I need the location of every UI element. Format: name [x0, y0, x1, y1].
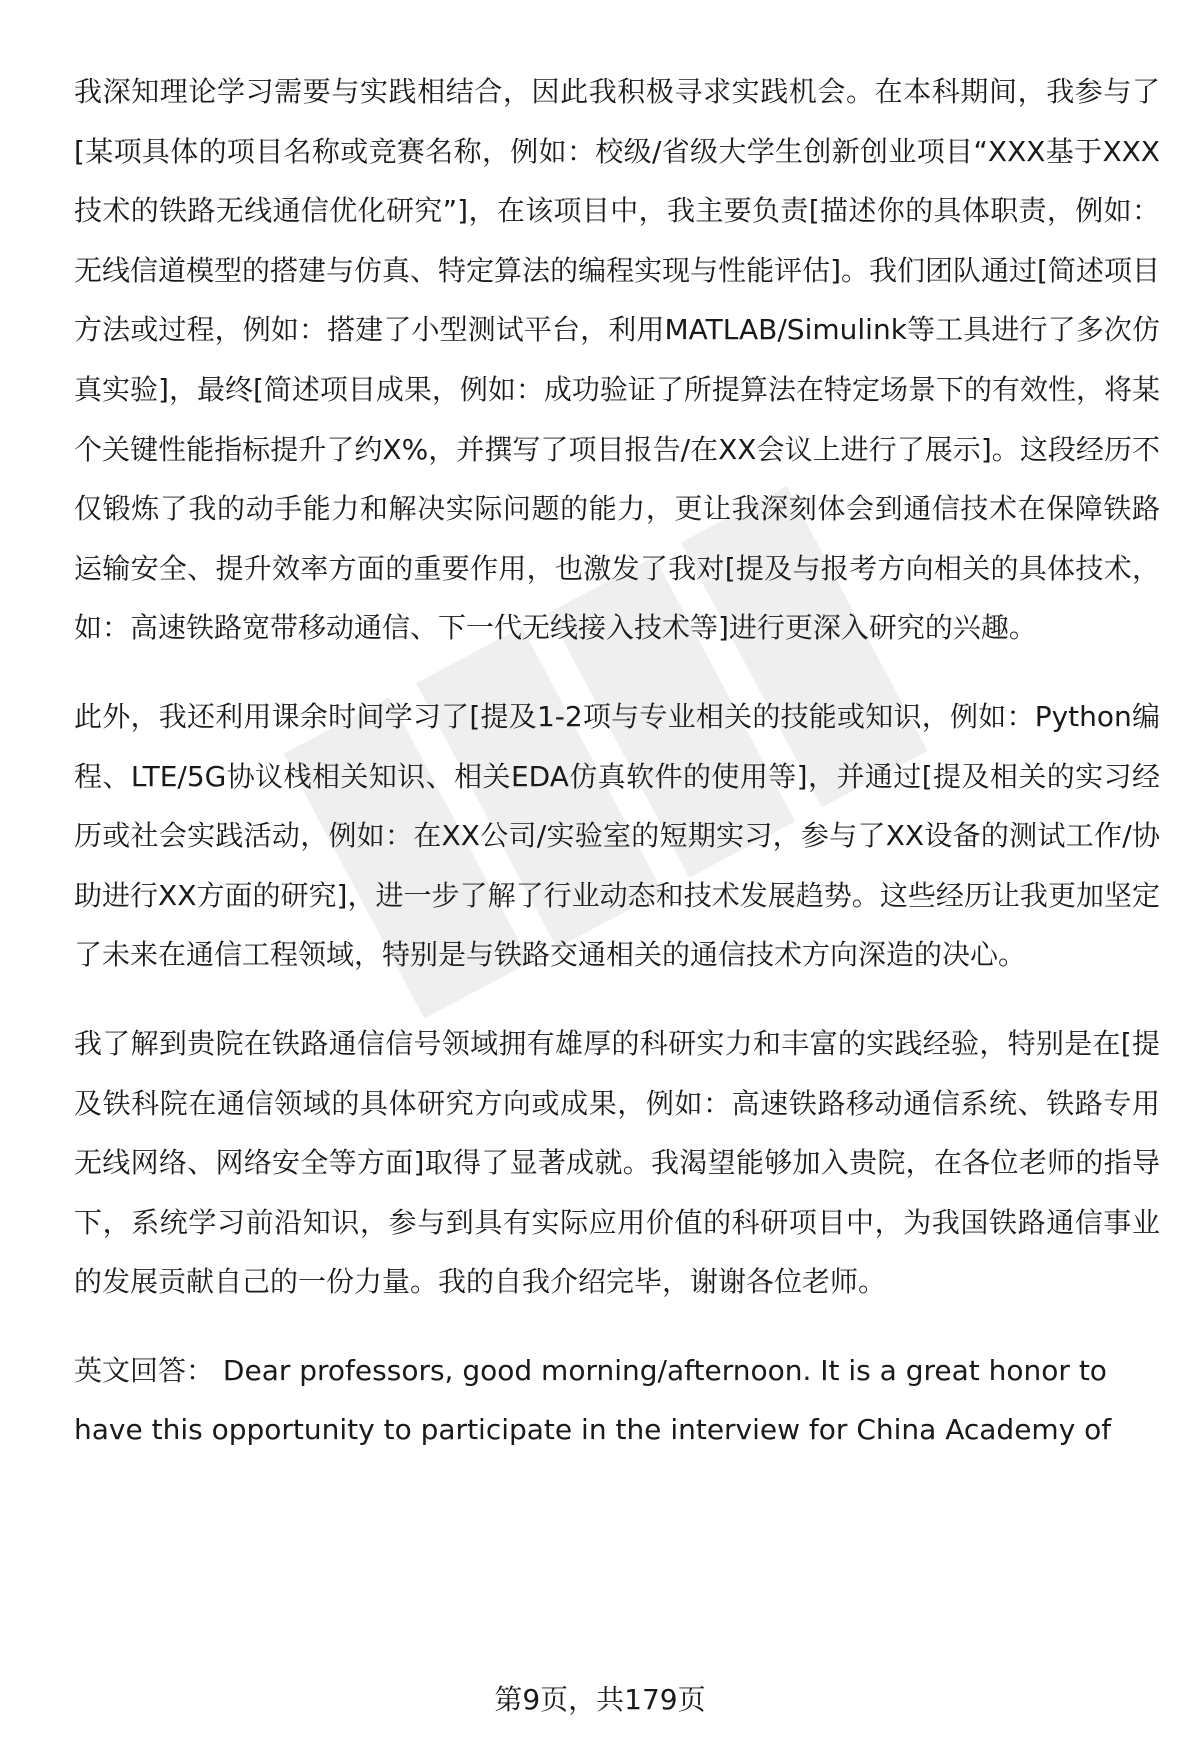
- paragraph-practice-experience: 我深知理论学习需要与实践相结合，因此我积极寻求实践机会。在本科期间，我参与了[某项具体的项目名称或竞赛名称，例如：校级/省级大学生创新创业项目“XXX基于XXX技术的铁路无线通信优化研究”]，在该项目中，我主要负责[描述你的具体职责，例如：无线信道模型的搭建与仿真、特定算法的编程实现与性能评估]。我们团队通过[简述项目方法或过程，例如：搭建了小型测试平台，利用MATLAB/Simulink等工具进行了多次仿真实验]，最终[简述项目成果，例如：成功验证了所提算法在特定场景下的有效性，将某个关键性能指标提升了约X%，并撰写了项目报告/在XX会议上进行了展示]。这段经历不仅锻炼了我的动手能力和解决实际问题的能力，更让我深刻体会到通信技术在保障铁路运输安全、提升效率方面的重要作用，也激发了我对[提及与报考方向相关的具体技术，如：高速铁路宽带移动通信、下一代无线接入技术等]进行更深入研究的兴趣。: [74, 75, 1160, 645]
- paragraph-motivation: 我了解到贵院在铁路通信信号领域拥有雄厚的科研实力和丰富的实践经验，特别是在[提及铁科院在通信领域的具体研究方向或成果，例如：高速铁路移动通信系统、铁路专用无线网络、网络安全等方面]取得了显著成就。我渴望能够加入贵院，在各位老师的指导下，系统学习前沿知识，参与到具有实际应用价值的科研项目中，为我国铁路通信事业的发展贡献自己的一份力量。我的自我介绍完毕，谢谢各位老师。: [74, 1026, 1160, 1299]
- paragraph-english-answer: 英文回答： Dear professors, good morning/afternoon. It is a great honor to have this opportunity to participate in the interview for China Academy of: [74, 1353, 1112, 1447]
- document-body: [74, 62, 1160, 1489]
- page-number-footer: 第9页，共179页: [494, 1683, 706, 1716]
- paragraph-extra-skills: 此外，我还利用课余时间学习了[提及1-2项与专业相关的技能或知识，例如：Python编程、LTE/5G协议栈相关知识、相关EDA仿真软件的使用等]，并通过[提及相关的实习经历或社会实践活动，例如：在XX公司/实验室的短期实习，参与了XX设备的测试工作/协助进行XX方面的研究]，进一步了解了行业动态和技术发展趋势。这些经历让我更加坚定了未来在通信工程领域，特别是与铁路交通相关的通信技术方向深造的决心。: [74, 699, 1160, 972]
